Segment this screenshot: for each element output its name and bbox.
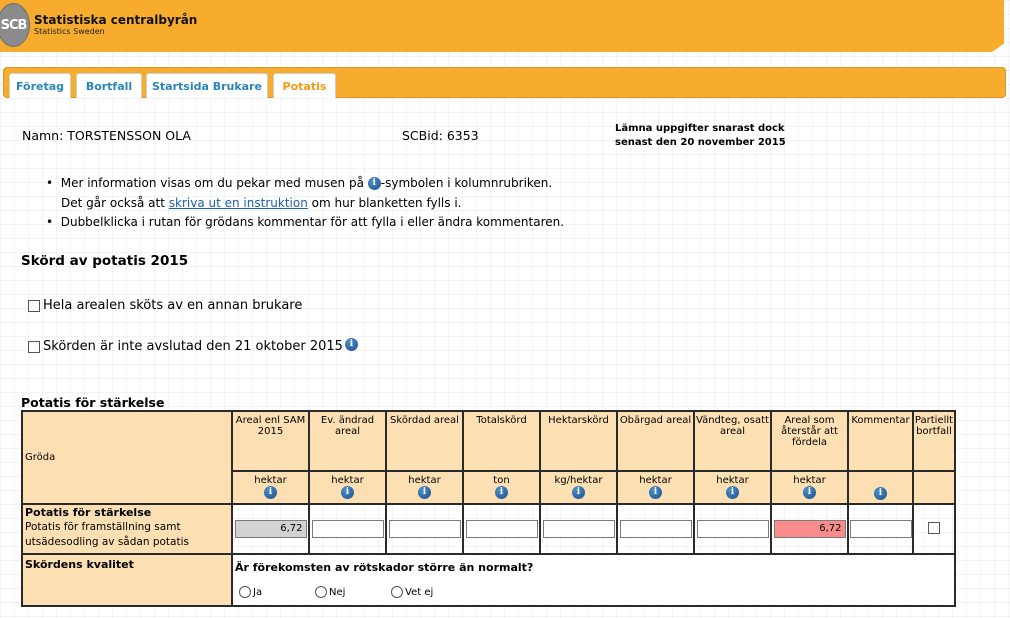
potato-table bbox=[21, 410, 956, 607]
unit-cell bbox=[913, 471, 955, 504]
col-header: Areal som återstår att fördela bbox=[771, 411, 848, 471]
info-icon[interactable]: i bbox=[726, 486, 739, 499]
deadline-line-1: Lämna uppgifter snarast dock bbox=[615, 123, 785, 134]
info-icon[interactable]: i bbox=[572, 486, 585, 499]
tab-foretag[interactable]: Företag bbox=[9, 73, 71, 98]
col-header: Areal enl SAM 2015 bbox=[232, 411, 309, 471]
radio-button[interactable] bbox=[239, 586, 251, 598]
org-name: Statistiska centralbyrån bbox=[34, 13, 198, 27]
col-header: Ev. ändrad areal bbox=[309, 411, 386, 471]
info-icon[interactable]: i bbox=[264, 486, 277, 499]
quality-label: Skördens kvalitet bbox=[22, 554, 232, 606]
org-name-en: Statistics Sweden bbox=[34, 27, 105, 36]
radio-vet-ej[interactable]: Vet ej bbox=[391, 586, 433, 598]
list-item: Det går också att skriva ut en instruktion om hur blanketten fylls i. bbox=[61, 195, 462, 210]
info-icon[interactable]: i bbox=[803, 486, 816, 499]
info-icon[interactable]: i bbox=[495, 486, 508, 499]
col-header: Kommentar bbox=[848, 411, 913, 471]
radio-ja[interactable]: Ja bbox=[239, 586, 262, 598]
quality-question: Är förekomsten av rötskador större än normalt? bbox=[235, 561, 534, 574]
crop-desc: Potatis för framställning samt utsädesodling av sådan potatis bbox=[25, 521, 189, 548]
changed-area-field[interactable] bbox=[312, 520, 384, 538]
comment-field[interactable] bbox=[850, 520, 912, 538]
unit-cell bbox=[848, 471, 913, 504]
col-header: Partiellt bortfall bbox=[913, 411, 955, 471]
total-harvest-field[interactable] bbox=[466, 520, 538, 538]
unit-cell: hektar i bbox=[771, 471, 848, 504]
info-icon[interactable]: i bbox=[345, 338, 358, 351]
checkbox-other-manager[interactable]: Hela arealen sköts av en annan brukare bbox=[28, 298, 302, 313]
unit-cell: hektar i bbox=[232, 471, 309, 504]
instruction-link[interactable]: skriva ut en instruktion bbox=[168, 195, 308, 210]
scb-id: SCBid: 6353 bbox=[402, 128, 479, 143]
info-icon[interactable]: i bbox=[418, 486, 431, 499]
unit-cell: hektar i bbox=[694, 471, 771, 504]
checkbox[interactable] bbox=[28, 341, 40, 353]
headland-area-field[interactable] bbox=[697, 520, 769, 538]
table-title: Potatis för stärkelse bbox=[21, 395, 165, 410]
tab-potatis[interactable]: Potatis bbox=[273, 73, 336, 98]
unit-cell: hektar i bbox=[617, 471, 694, 504]
radio-button[interactable] bbox=[391, 586, 403, 598]
tab-bortfall[interactable]: Bortfall bbox=[76, 73, 142, 98]
quality-cell bbox=[232, 554, 955, 606]
crop-cell bbox=[22, 504, 232, 554]
deadline-line-2: senast den 20 november 2015 bbox=[615, 137, 786, 148]
yield-per-hectare-field[interactable] bbox=[543, 520, 615, 538]
list-item: • Dubbelklicka i rutan för grödans kommentar för att fylla i eller ändra kommentaren. bbox=[46, 215, 565, 229]
unit-cell: ton i bbox=[463, 471, 540, 504]
crop-title: Potatis för stärkelse bbox=[25, 506, 152, 519]
col-header: Vändteg, osatt areal bbox=[694, 411, 771, 471]
respondent-name: Namn: TORSTENSSON OLA bbox=[22, 128, 191, 143]
tab-startsida-brukare[interactable]: Startsida Brukare bbox=[146, 73, 268, 98]
radio-button[interactable] bbox=[315, 586, 327, 598]
radio-nej[interactable]: Nej bbox=[315, 586, 345, 598]
section-title: Skörd av potatis 2015 bbox=[21, 253, 189, 269]
unharvested-area-field[interactable] bbox=[620, 520, 692, 538]
instructions-list bbox=[46, 174, 564, 233]
unit-cell: hektar i bbox=[386, 471, 463, 504]
sam-area-field[interactable]: 6,72 bbox=[235, 520, 307, 538]
col-header: Skördad areal bbox=[386, 411, 463, 471]
info-icon: i bbox=[368, 177, 381, 190]
deadline-notice bbox=[615, 122, 786, 150]
remaining-area-field[interactable]: 6,72 bbox=[774, 520, 846, 538]
crop-header: Gröda bbox=[22, 411, 232, 504]
unit-cell: kg/hektar i bbox=[540, 471, 617, 504]
info-icon[interactable]: i bbox=[341, 486, 354, 499]
col-header: Hektarskörd bbox=[540, 411, 617, 471]
partial-dropout-checkbox[interactable] bbox=[928, 522, 940, 534]
col-header: Obärgad areal bbox=[617, 411, 694, 471]
harvested-area-field[interactable] bbox=[389, 520, 461, 538]
col-header: Totalskörd bbox=[463, 411, 540, 471]
info-icon[interactable]: i bbox=[874, 487, 887, 500]
checkbox-harvest-not-finished[interactable]: Skörden är inte avslutad den 21 oktober 2015 i bbox=[28, 339, 358, 354]
scb-logo: SCB bbox=[0, 3, 30, 47]
info-icon[interactable]: i bbox=[649, 486, 662, 499]
checkbox[interactable] bbox=[28, 300, 40, 312]
unit-cell: hektar i bbox=[309, 471, 386, 504]
list-item: • Mer information visas om du pekar med musen på i -symbolen i kolumnrubriken. bbox=[46, 176, 553, 190]
